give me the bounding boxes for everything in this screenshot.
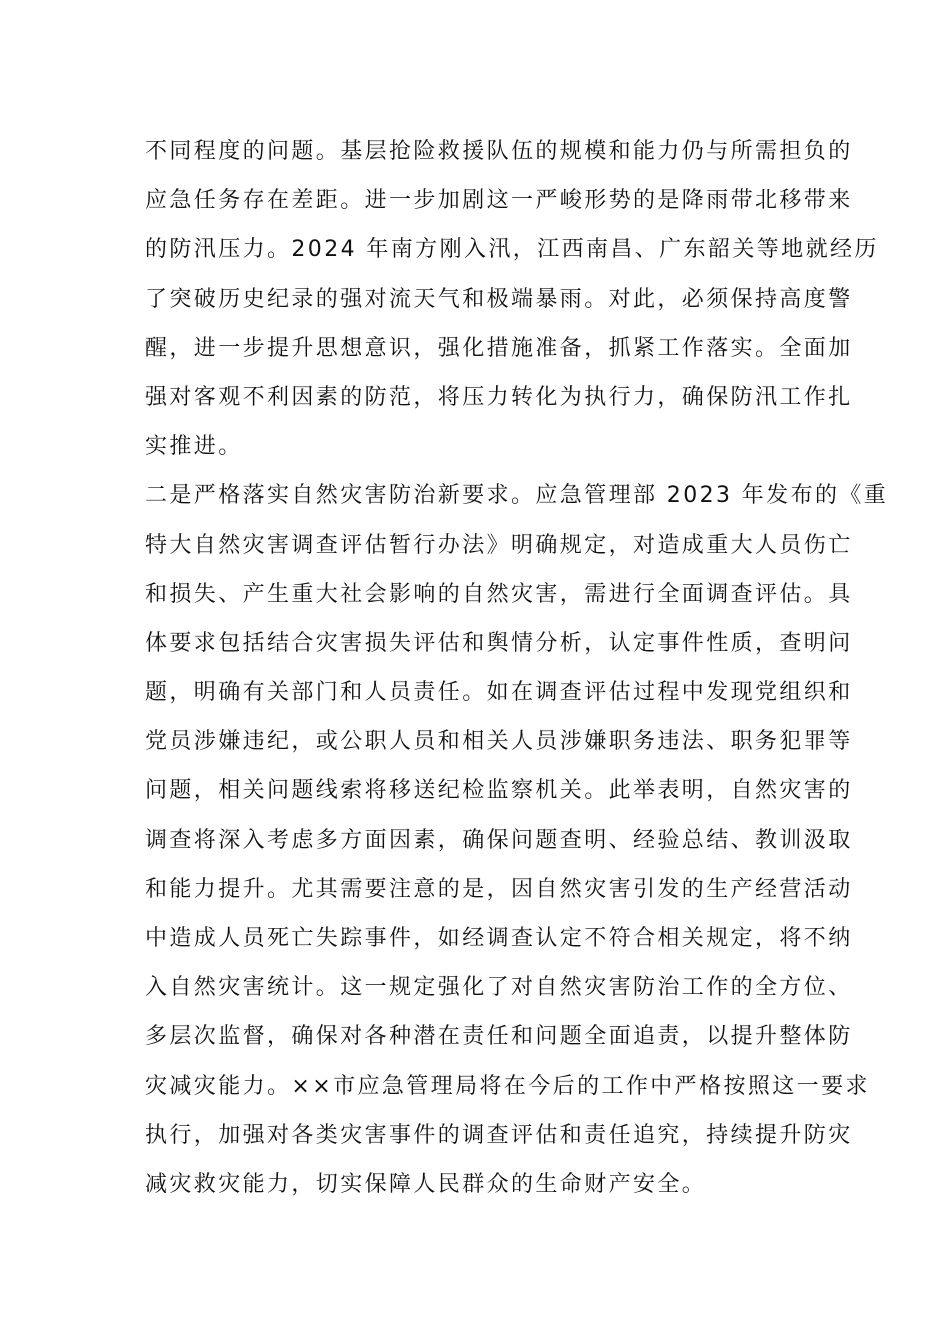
text-line: 的防汛压力。2024 年南方刚入汛，江西南昌、广东韶关等地就经历: [145, 237, 879, 263]
text-line: 执行，加强对各类灾害事件的调查评估和责任追究，持续提升防灾: [145, 1122, 853, 1148]
text-line: 和能力提升。尤其需要注意的是，因自然灾害引发的生产经营活动: [145, 876, 853, 902]
text-line: 入自然灾害统计。这一规定强化了对自然灾害防治工作的全方位、: [145, 975, 853, 1001]
text-line: 强对客观不利因素的防范，将压力转化为执行力，确保防汛工作扎: [145, 384, 853, 410]
text-line: 二是严格落实自然灾害防治新要求。应急管理部 2023 年发布的《重: [145, 483, 889, 509]
text-line: 问题，相关问题线索将移送纪检监察机关。此举表明，自然灾害的: [145, 778, 853, 804]
text-line: 多层次监督，确保对各种潜在责任和问题全面追责，以提升整体防: [145, 1024, 853, 1050]
text-line: 灾减灾能力。××市应急管理局将在今后的工作中严格按照这一要求: [145, 1073, 870, 1099]
text-line: 特大自然灾害调查评估暂行办法》明确规定，对造成重大人员伤亡: [145, 532, 853, 558]
text-line: 党员涉嫌违纪，或公职人员和相关人员涉嫌职务违法、职务犯罪等: [145, 729, 853, 755]
text-line: 中造成人员死亡失踪事件，如经调查认定不符合相关规定，将不纳: [145, 926, 853, 951]
text-line: 题，明确有关部门和人员责任。如在调查评估过程中发现党组织和: [145, 680, 853, 706]
text-line: 体要求包括结合灾害损失评估和舆情分析，认定事件性质，查明问: [145, 630, 853, 656]
text-line: 不同程度的问题。基层抢险救援队伍的规模和能力仍与所需担负的: [145, 139, 853, 164]
text-line: 实推进。: [145, 434, 243, 460]
text-line: 和损失、产生重大社会影响的自然灾害，需进行全面调查评估。具: [145, 581, 853, 607]
text-line: 了突破历史纪录的强对流天气和极端暴雨。对此，必须保持高度警: [145, 286, 853, 312]
document-body: [145, 127, 889, 1209]
text-line: 应急任务存在差距。进一步加剧这一严峻形势的是降雨带北移带来: [145, 188, 853, 214]
text-line: 调查将深入考虑多方面因素，确保问题查明、经验总结、教训汲取: [145, 827, 853, 853]
text-line: 醒，进一步提升思想意识，强化措施准备，抓紧工作落实。全面加: [145, 335, 853, 361]
text-line: 减灾救灾能力，切实保障人民群众的生命财产安全。: [145, 1171, 707, 1197]
